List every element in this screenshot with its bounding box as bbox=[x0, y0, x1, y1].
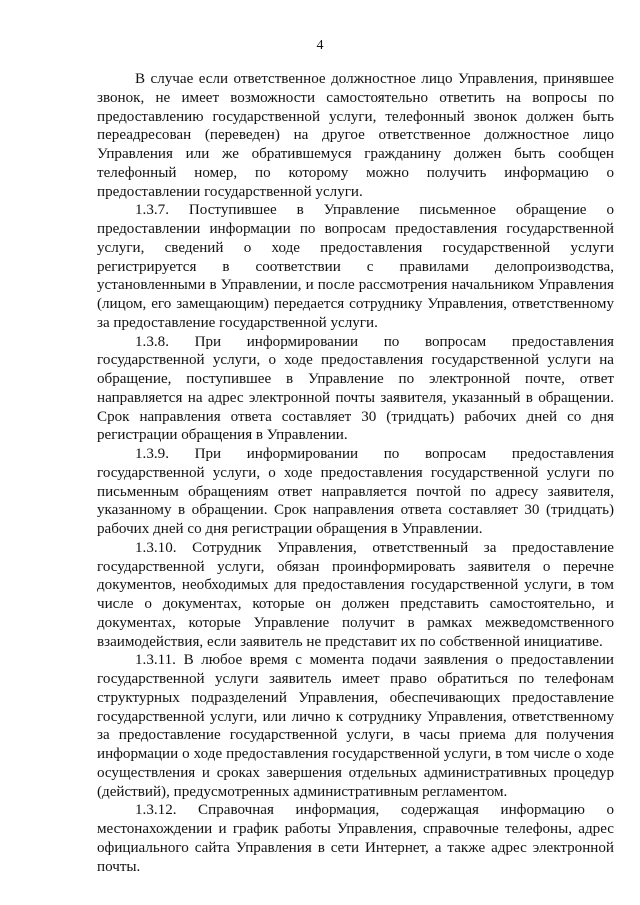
paragraph-1-3-8: 1.3.8. При информировании по вопросам предоставления государственной услуги, о ходе предоставления государственной услуги на обращение, поступившее в Управление по электронной почте, ответ направляется на адрес электронной почты заявителя, указанный в обращении. Срок направления ответа составляет 30 (тридцать) рабочих дней со дня регистрации обращения в Управлении. bbox=[97, 333, 614, 444]
paragraph-1-3-12: 1.3.12. Справочная информация, содержащая информацию о местонахождении и график работы Управления, справочные телефоны, адрес официального сайта Управления в сети Интернет, а также адрес электронной почты. bbox=[97, 802, 614, 875]
document-body bbox=[97, 70, 614, 876]
paragraph-1-3-9: 1.3.9. При информировании по вопросам предоставления государственной услуги, о ходе предоставления государственной услуги по письменным обращениям ответ направляется почтой по адресу заявителя, указанному в обращении. Срок направления ответа составляет 30 (тридцать) рабочих дней со дня регистрации обращения в Управлении. bbox=[97, 446, 614, 537]
page-number: 4 bbox=[316, 38, 324, 53]
paragraph-1-3-7: 1.3.7. Поступившее в Управление письменное обращение о предоставлении информации по вопросам предоставления государственной услуги, сведений о ходе предоставления государственной услуги регистрируется в соответствии с правилами делопроизводства, установленными в Управлении, и после рассмотрения начальником Управления (лицом, его замещающим) передается сотруднику Управления, ответственному за предоставление государственной услуги. bbox=[97, 202, 614, 331]
paragraph-1-3-10: 1.3.10. Сотрудник Управления, ответственный за предоставление государственной услуги, обязан проинформировать заявителя о перечне документов, необходимых для предоставления государственной услуги, в том числе о документах, которые он должен представить самостоятельно, и документах, которые Управление получит в рамках межведомственного взаимодействия, если заявитель не представит их по собственной инициативе. bbox=[97, 539, 614, 650]
paragraph-call-redirect: В случае если ответственное должностное лицо Управления, принявшее звонок, не имеет возможности самостоятельно ответить на вопросы по предоставлению государственной услуги, телефонный звонок должен быть переадресован (переведен) на другое ответственное должностное лицо Управления или же обратившемуся гражданину должен быть сообщен телефонный номер, по которому можно получить информацию о предоставлении государственной услуги. bbox=[97, 71, 614, 200]
paragraph-1-3-11: 1.3.11. В любое время с момента подачи заявления о предоставлении государственной услуги заявитель имеет право обратиться по телефонам структурных подразделений Управления, обеспечивающих предоставление государственной услуги, или лично к сотруднику Управления, ответственному за предоставление государственной услуги, в часы приема для получения информации о ходе предоставления государственной услуги, в том числе о ходе осуществления и сроках завершения отдельных административных процедур (действий), предусмотренных административным регламентом. bbox=[97, 652, 614, 800]
